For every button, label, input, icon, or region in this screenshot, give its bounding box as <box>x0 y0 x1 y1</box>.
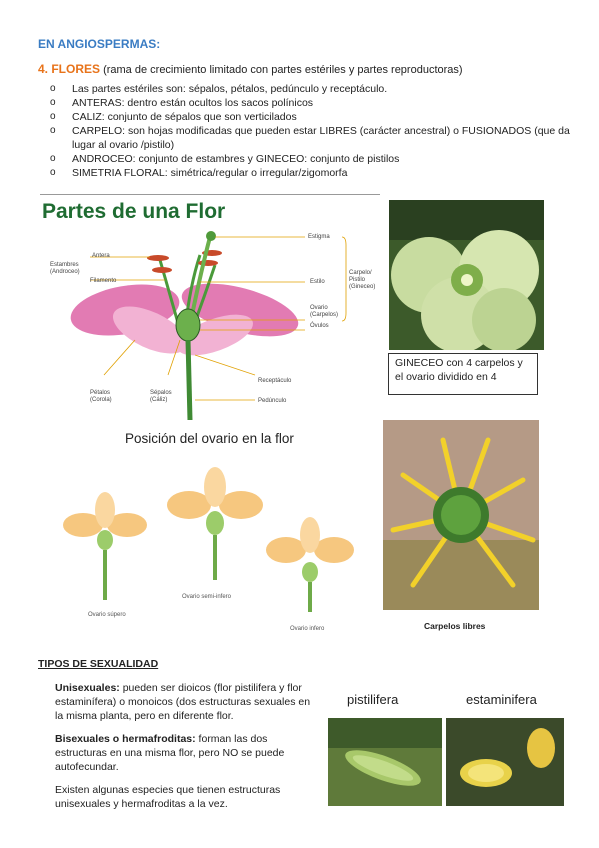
ovary-title: Posición del ovario en la flor <box>125 431 294 446</box>
label-filamento: Filamento <box>90 278 117 284</box>
gineceo-photo <box>389 200 544 350</box>
label-antera: Antera <box>92 253 110 259</box>
section-number: 4. FLORES <box>38 62 101 76</box>
unisexuales-text: pueden ser dioicos (flor pistilifera y flor estaminífera) o monoicos (dos estructuras sexuales en la misma planta, pero en diferente flor. <box>55 682 311 722</box>
mixed-species-paragraph: Existen algunas especies que tienen estructuras unisexuales y hermafroditas a la vez. <box>55 784 281 810</box>
list-item: o ANDROCEO: conjunto de estambres y GINECEO: conjunto de pistilos <box>50 152 570 166</box>
list-item: o SIMETRIA FLORAL: simétrica/regular o irregular/zigomorfa <box>50 166 570 180</box>
list-item: o Las partes estériles son: sépalos, pétalos, pedúnculo y receptáculo. <box>50 82 570 96</box>
pistilifera-label: pistilifera <box>347 692 399 707</box>
pistilifera-photo <box>328 718 442 806</box>
divider <box>40 194 380 195</box>
label-estambres: Estambres (Androceo) <box>50 262 80 275</box>
list-item: o ANTERAS: dentro están ocultos los sacos polínicos <box>50 96 570 110</box>
estaminifera-label: estaminifera <box>466 692 537 707</box>
diagram-title: Partes de una Flor <box>42 200 226 223</box>
label-carpelo: Carpelo/ Pistilo (Gineceo) <box>349 270 376 290</box>
unisexuales-paragraph <box>55 681 320 723</box>
list-item: o CALIZ: conjunto de sépalos que son verticilados <box>50 110 570 124</box>
label-pedunculo: Pedúnculo <box>258 398 287 404</box>
sexualidad-title: TIPOS DE SEXUALIDAD <box>38 658 159 670</box>
ovario-supero-label: Ovario súpero <box>88 612 126 618</box>
carpelos-photo <box>383 420 539 610</box>
bullet-list <box>50 82 570 180</box>
bisexuales-term: Bisexuales o hermafroditas: <box>55 733 196 745</box>
bisexuales-text: forman las dos estructuras en una misma flor, pero NO se puede autofecundar. <box>55 733 285 773</box>
label-sepalos: Sépalos (Cáliz) <box>150 390 172 403</box>
label-estigma: Estigma <box>308 234 330 240</box>
label-petalos: Pétalos (Corola) <box>90 390 112 403</box>
ovario-infero-label: Ovario infero <box>290 626 325 632</box>
list-item: o CARPELO: son hojas modificadas que pueden estar LIBRES (carácter ancestral) o FUSIONADOS (que da lugar al ovario /pistilo) <box>50 124 570 152</box>
label-ovulos: Óvulos <box>310 323 329 329</box>
estaminifera-photo <box>446 718 564 806</box>
ovary-diagram <box>55 455 375 630</box>
unisexuales-term: Unisexuales: <box>55 682 120 694</box>
heading: EN ANGIOSPERMAS: <box>38 37 161 51</box>
section-heading <box>38 62 463 76</box>
gineceo-caption: GINECEO con 4 carpelos y el ovario dividido en 4 <box>388 353 538 395</box>
carpelos-caption: Carpelos libres <box>424 621 486 631</box>
label-estilo: Estilo <box>310 279 325 285</box>
section-description: (rama de crecimiento limitado con partes estériles y partes reproductoras) <box>103 64 463 76</box>
bisexuales-paragraph <box>55 732 320 774</box>
ovario-semi-label: Ovario semi-infero <box>182 594 232 600</box>
label-receptaculo: Receptáculo <box>258 378 292 384</box>
label-ovario: Ovario (Carpelos) <box>310 305 339 318</box>
